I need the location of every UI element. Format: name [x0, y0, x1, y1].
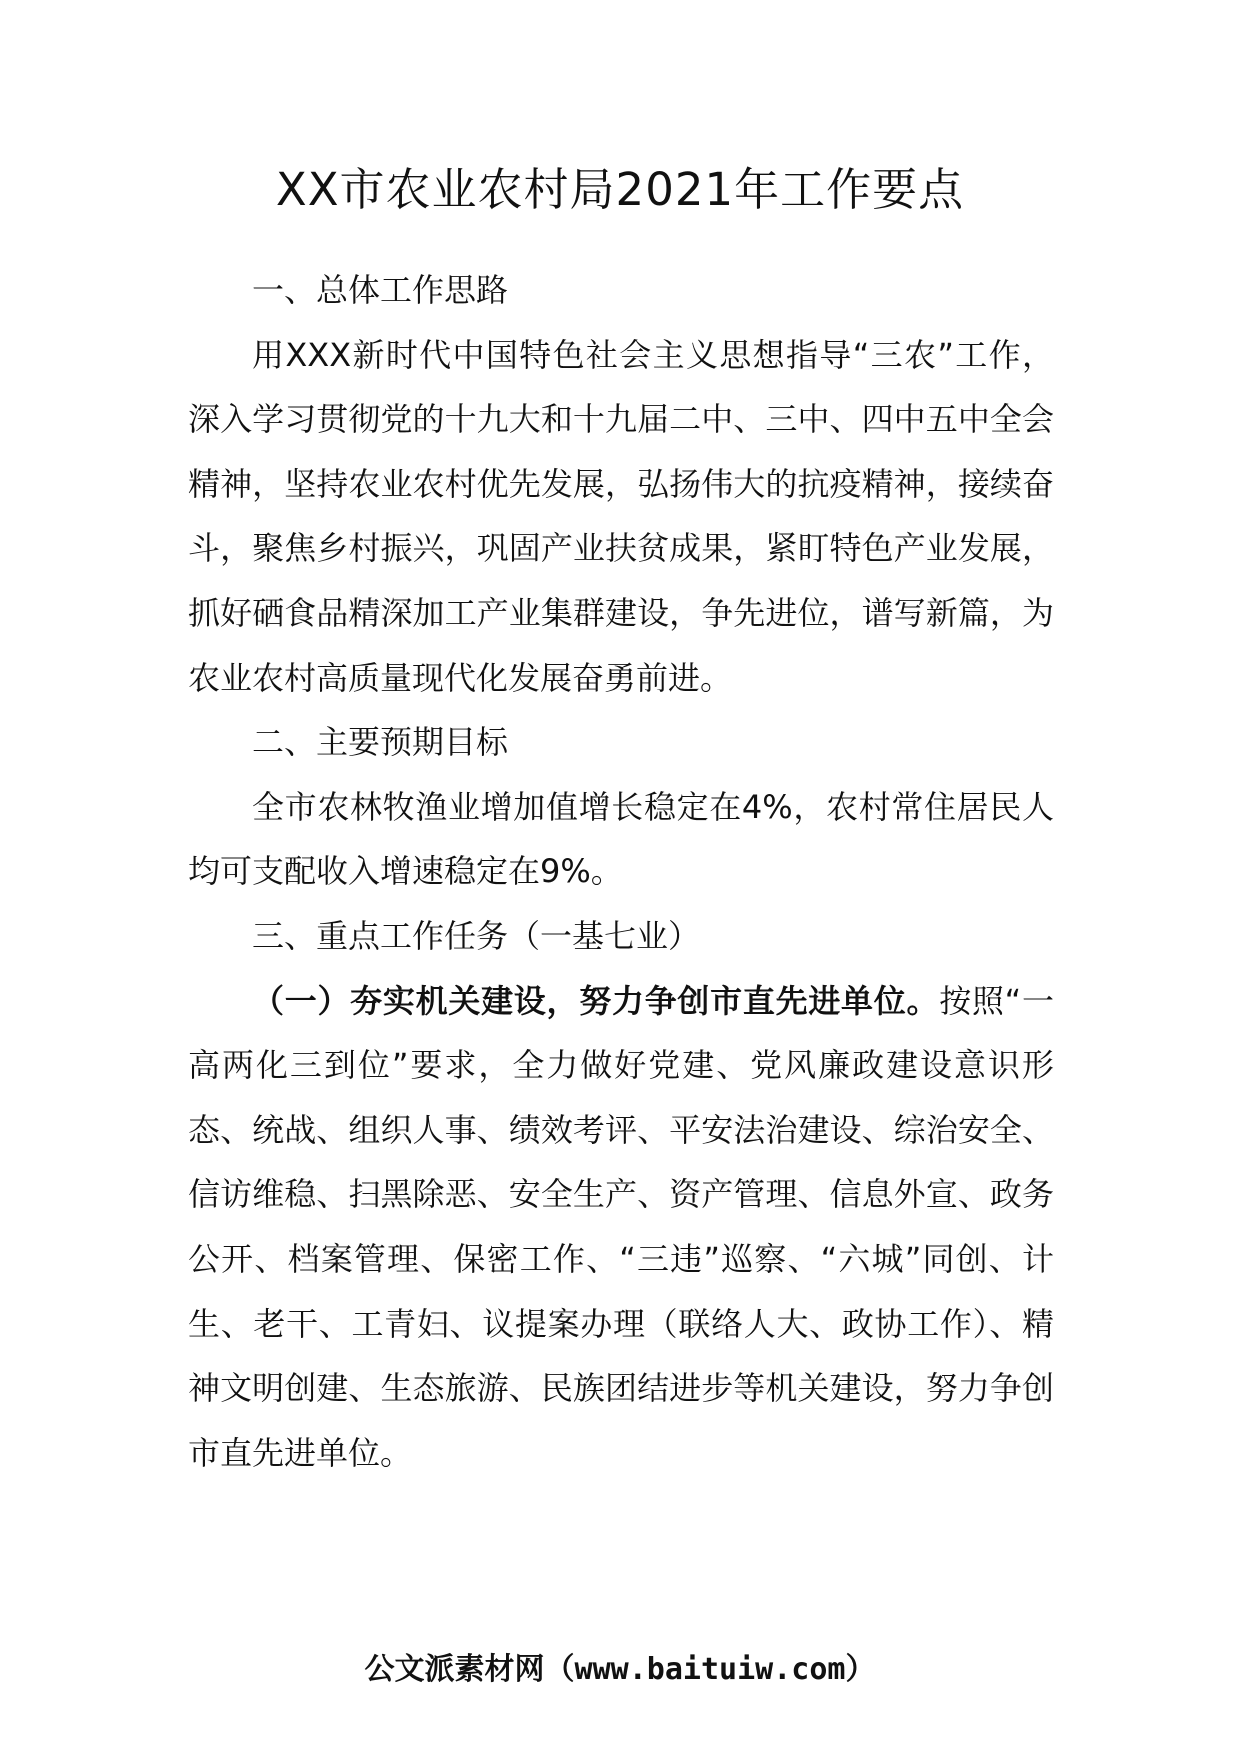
footer-watermark [0, 1650, 1240, 1690]
section-heading-2: 二、主要预期目标 [252, 723, 509, 762]
footer-url: www.baituiw.com [574, 1652, 846, 1687]
footer-paren-close: ） [845, 1652, 876, 1687]
paragraph-task-1 [188, 969, 1054, 1486]
section-heading-3: 三、重点工作任务（一基七业） [252, 916, 701, 955]
document-body [188, 258, 1054, 1485]
footer-site-name: 公文派素材网 [364, 1652, 545, 1687]
task-1-text: 按照“一高两化三到位”要求，全力做好党建、党风廉政建设意识形态、统战、组织人事、绩效考评、平安法治建设、综治安全、信访维稳、扫黑除恶、安全生产、资产管理、信息外宣、政务公开、档案管理、保密工作、“三违”巡察、“六城”同创、计生、老干、工青妇、议提案办理（联络人大、政协工作）、精神文明创建、生态旅游、民族团结进步等机关建设，努力争创市直先进单位。 [188, 981, 1054, 1472]
paragraph-work-ideas: 用XXX新时代中国特色社会主义思想指导“三农”工作，深入学习贯彻党的十九大和十九届二中、三中、四中五中全会精神，坚持农业农村优先发展，弘扬伟大的抗疫精神，接续奋斗，聚焦乡村振兴，巩固产业扶贫成果，紧盯特色产业发展，抓好硒食品精深加工产业集群建设，争先进位，谱写新篇，为农业农村高质量现代化发展奋勇前进。 [188, 335, 1054, 697]
paragraph-goals: 全市农林牧渔业增加值增长稳定在4%，农村常住居民人均可支配收入增速稳定在9%。 [188, 787, 1054, 891]
footer-paren-open: （ [544, 1652, 575, 1687]
task-1-lead: （一）夯实机关建设，努力争创市直先进单位。 [252, 981, 940, 1020]
document-title: XX市农业农村局2021年工作要点 [275, 163, 965, 216]
section-heading-1: 一、总体工作思路 [252, 271, 509, 309]
